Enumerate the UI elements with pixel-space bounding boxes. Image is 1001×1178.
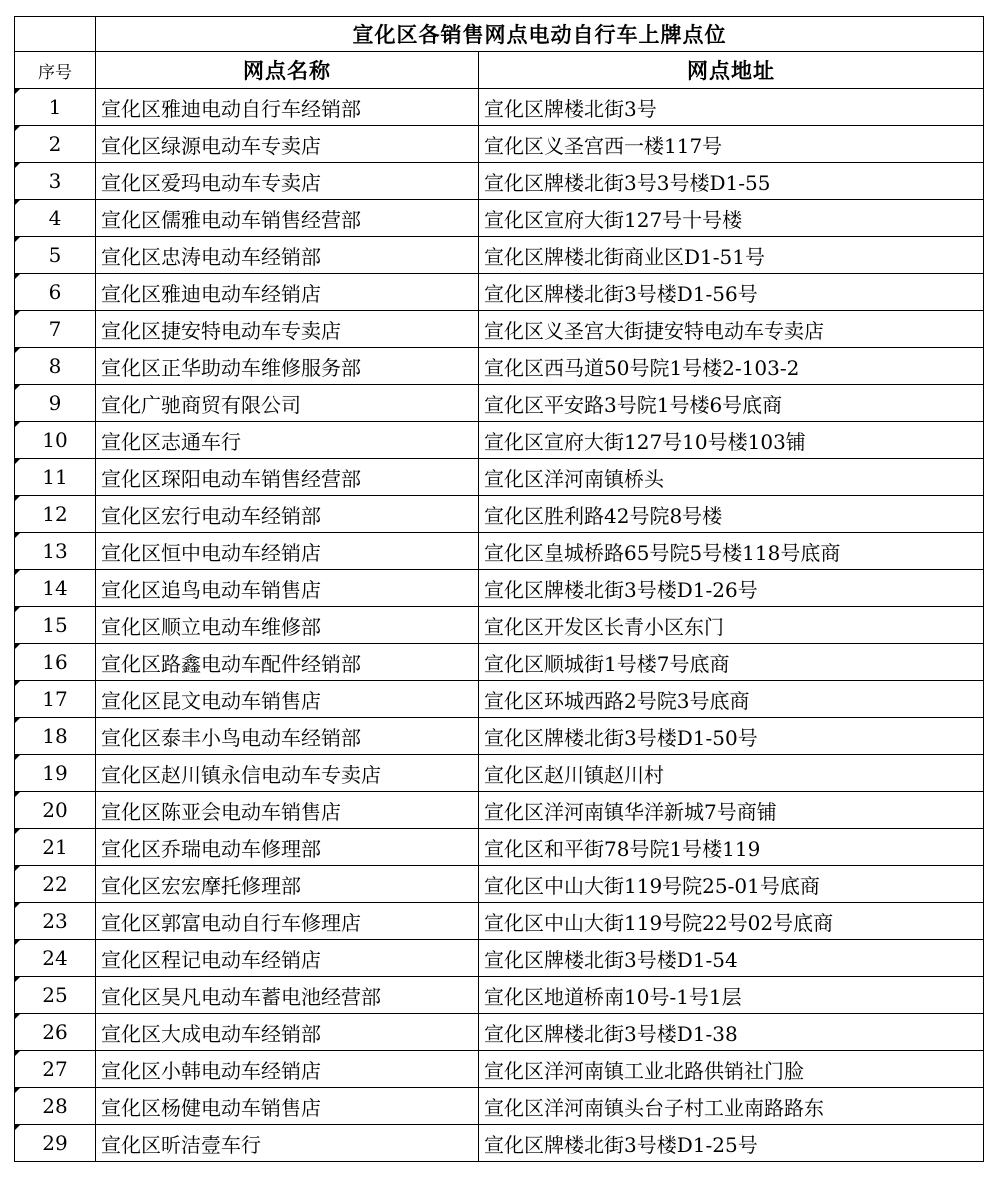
row-seq: 16 bbox=[15, 644, 96, 681]
table-row bbox=[15, 755, 984, 792]
table-row bbox=[15, 422, 984, 459]
table-row bbox=[15, 163, 984, 200]
table-row bbox=[15, 681, 984, 718]
row-dealer-name: 宣化区追鸟电动车销售店 bbox=[96, 570, 479, 607]
row-seq: 29 bbox=[15, 1125, 96, 1162]
table-row bbox=[15, 126, 984, 163]
table-row bbox=[15, 200, 984, 237]
table-row bbox=[15, 311, 984, 348]
row-seq: 13 bbox=[15, 533, 96, 570]
row-dealer-address: 宣化区洋河南镇华洋新城7号商铺 bbox=[479, 792, 984, 829]
table-row bbox=[15, 385, 984, 422]
dealer-table bbox=[14, 16, 984, 1162]
row-dealer-name: 宣化区宏宏摩托修理部 bbox=[96, 866, 479, 903]
table-row bbox=[15, 829, 984, 866]
row-dealer-address: 宣化区宣府大街127号10号楼103铺 bbox=[479, 422, 984, 459]
row-dealer-name: 宣化区爱玛电动车专卖店 bbox=[96, 163, 479, 200]
table-row bbox=[15, 903, 984, 940]
row-dealer-address: 宣化区牌楼北街3号楼D1-26号 bbox=[479, 570, 984, 607]
table-row bbox=[15, 496, 984, 533]
row-dealer-name: 宣化区雅迪电动车经销店 bbox=[96, 274, 479, 311]
row-dealer-address: 宣化区中山大街119号院25-01号底商 bbox=[479, 866, 984, 903]
row-dealer-address: 宣化区牌楼北街3号楼D1-50号 bbox=[479, 718, 984, 755]
row-dealer-name: 宣化区恒中电动车经销店 bbox=[96, 533, 479, 570]
table-row bbox=[15, 348, 984, 385]
row-seq: 1 bbox=[15, 89, 96, 126]
table-row bbox=[15, 1088, 984, 1125]
row-dealer-address: 宣化区义圣宫大街捷安特电动车专卖店 bbox=[479, 311, 984, 348]
row-dealer-address: 宣化区义圣宫西一楼117号 bbox=[479, 126, 984, 163]
row-dealer-address: 宣化区环城西路2号院3号底商 bbox=[479, 681, 984, 718]
table-row bbox=[15, 237, 984, 274]
row-seq: 17 bbox=[15, 681, 96, 718]
row-dealer-name: 宣化区顺立电动车维修部 bbox=[96, 607, 479, 644]
row-seq: 27 bbox=[15, 1051, 96, 1088]
row-dealer-address: 宣化区平安路3号院1号楼6号底商 bbox=[479, 385, 984, 422]
row-seq: 4 bbox=[15, 200, 96, 237]
row-seq: 14 bbox=[15, 570, 96, 607]
header-seq: 序号 bbox=[15, 52, 96, 89]
table-row bbox=[15, 940, 984, 977]
table-row bbox=[15, 274, 984, 311]
row-seq: 28 bbox=[15, 1088, 96, 1125]
row-dealer-name: 宣化区陈亚会电动车销售店 bbox=[96, 792, 479, 829]
row-dealer-name: 宣化区捷安特电动车专卖店 bbox=[96, 311, 479, 348]
row-dealer-name: 宣化区昕洁壹车行 bbox=[96, 1125, 479, 1162]
row-dealer-name: 宣化区程记电动车经销店 bbox=[96, 940, 479, 977]
table-row bbox=[15, 607, 984, 644]
title-row bbox=[15, 17, 984, 52]
row-dealer-address: 宣化区牌楼北街3号3号楼D1-55 bbox=[479, 163, 984, 200]
row-seq: 25 bbox=[15, 977, 96, 1014]
row-dealer-name: 宣化区昆文电动车销售店 bbox=[96, 681, 479, 718]
table-row bbox=[15, 533, 984, 570]
table-row bbox=[15, 1051, 984, 1088]
table-row bbox=[15, 644, 984, 681]
header-address: 网点地址 bbox=[479, 52, 984, 89]
row-dealer-name: 宣化区路鑫电动车配件经销部 bbox=[96, 644, 479, 681]
row-dealer-address: 宣化区牌楼北街商业区D1-51号 bbox=[479, 237, 984, 274]
row-dealer-name: 宣化区杨健电动车销售店 bbox=[96, 1088, 479, 1125]
table-title: 宣化区各销售网点电动自行车上牌点位 bbox=[96, 17, 984, 52]
row-seq: 10 bbox=[15, 422, 96, 459]
table-body bbox=[15, 17, 984, 1162]
table-row bbox=[15, 89, 984, 126]
row-dealer-name: 宣化区小韩电动车经销店 bbox=[96, 1051, 479, 1088]
header-name: 网点名称 bbox=[96, 52, 479, 89]
row-seq: 9 bbox=[15, 385, 96, 422]
row-seq: 3 bbox=[15, 163, 96, 200]
row-dealer-address: 宣化区开发区长青小区东门 bbox=[479, 607, 984, 644]
row-dealer-address: 宣化区和平街78号院1号楼119 bbox=[479, 829, 984, 866]
row-dealer-name: 宣化区志通车行 bbox=[96, 422, 479, 459]
row-seq: 26 bbox=[15, 1014, 96, 1051]
row-seq: 24 bbox=[15, 940, 96, 977]
row-dealer-name: 宣化区儒雅电动车销售经营部 bbox=[96, 200, 479, 237]
header-row bbox=[15, 52, 984, 89]
row-dealer-name: 宣化区宏行电动车经销部 bbox=[96, 496, 479, 533]
row-dealer-address: 宣化区胜利路42号院8号楼 bbox=[479, 496, 984, 533]
row-dealer-address: 宣化区牌楼北街3号 bbox=[479, 89, 984, 126]
row-dealer-address: 宣化区宣府大街127号十号楼 bbox=[479, 200, 984, 237]
table-row bbox=[15, 792, 984, 829]
row-dealer-address: 宣化区牌楼北街3号楼D1-56号 bbox=[479, 274, 984, 311]
table-row bbox=[15, 1014, 984, 1051]
row-dealer-name: 宣化区郭富电动自行车修理店 bbox=[96, 903, 479, 940]
row-seq: 20 bbox=[15, 792, 96, 829]
row-dealer-name: 宣化区昊凡电动车蓄电池经营部 bbox=[96, 977, 479, 1014]
row-dealer-address: 宣化区中山大街119号院22号02号底商 bbox=[479, 903, 984, 940]
row-dealer-address: 宣化区皇城桥路65号院5号楼118号底商 bbox=[479, 533, 984, 570]
row-dealer-address: 宣化区西马道50号院1号楼2-103-2 bbox=[479, 348, 984, 385]
table-row bbox=[15, 459, 984, 496]
table-row bbox=[15, 1125, 984, 1162]
row-dealer-address: 宣化区牌楼北街3号楼D1-25号 bbox=[479, 1125, 984, 1162]
table-row bbox=[15, 570, 984, 607]
row-dealer-name: 宣化广驰商贸有限公司 bbox=[96, 385, 479, 422]
row-dealer-name: 宣化区雅迪电动自行车经销部 bbox=[96, 89, 479, 126]
row-seq: 2 bbox=[15, 126, 96, 163]
row-seq: 7 bbox=[15, 311, 96, 348]
row-seq: 21 bbox=[15, 829, 96, 866]
row-seq: 12 bbox=[15, 496, 96, 533]
table-row bbox=[15, 866, 984, 903]
row-seq: 6 bbox=[15, 274, 96, 311]
table-row bbox=[15, 718, 984, 755]
row-dealer-address: 宣化区洋河南镇桥头 bbox=[479, 459, 984, 496]
row-dealer-name: 宣化区琛阳电动车销售经营部 bbox=[96, 459, 479, 496]
row-dealer-address: 宣化区洋河南镇工业北路供销社门脸 bbox=[479, 1051, 984, 1088]
table-row bbox=[15, 977, 984, 1014]
row-seq: 8 bbox=[15, 348, 96, 385]
row-dealer-name: 宣化区绿源电动车专卖店 bbox=[96, 126, 479, 163]
row-dealer-name: 宣化区正华助动车维修服务部 bbox=[96, 348, 479, 385]
title-blank-cell bbox=[15, 17, 96, 52]
row-seq: 15 bbox=[15, 607, 96, 644]
row-dealer-address: 宣化区地道桥南10号-1号1层 bbox=[479, 977, 984, 1014]
row-dealer-name: 宣化区泰丰小鸟电动车经销部 bbox=[96, 718, 479, 755]
row-dealer-address: 宣化区牌楼北街3号楼D1-54 bbox=[479, 940, 984, 977]
row-dealer-name: 宣化区大成电动车经销部 bbox=[96, 1014, 479, 1051]
row-dealer-name: 宣化区忠涛电动车经销部 bbox=[96, 237, 479, 274]
row-dealer-address: 宣化区牌楼北街3号楼D1-38 bbox=[479, 1014, 984, 1051]
row-dealer-address: 宣化区洋河南镇头台子村工业南路路东 bbox=[479, 1088, 984, 1125]
row-seq: 11 bbox=[15, 459, 96, 496]
row-seq: 23 bbox=[15, 903, 96, 940]
row-dealer-name: 宣化区乔瑞电动车修理部 bbox=[96, 829, 479, 866]
row-dealer-name: 宣化区赵川镇永信电动车专卖店 bbox=[96, 755, 479, 792]
row-seq: 18 bbox=[15, 718, 96, 755]
row-seq: 22 bbox=[15, 866, 96, 903]
row-seq: 5 bbox=[15, 237, 96, 274]
row-dealer-address: 宣化区赵川镇赵川村 bbox=[479, 755, 984, 792]
row-dealer-address: 宣化区顺城街1号楼7号底商 bbox=[479, 644, 984, 681]
row-seq: 19 bbox=[15, 755, 96, 792]
